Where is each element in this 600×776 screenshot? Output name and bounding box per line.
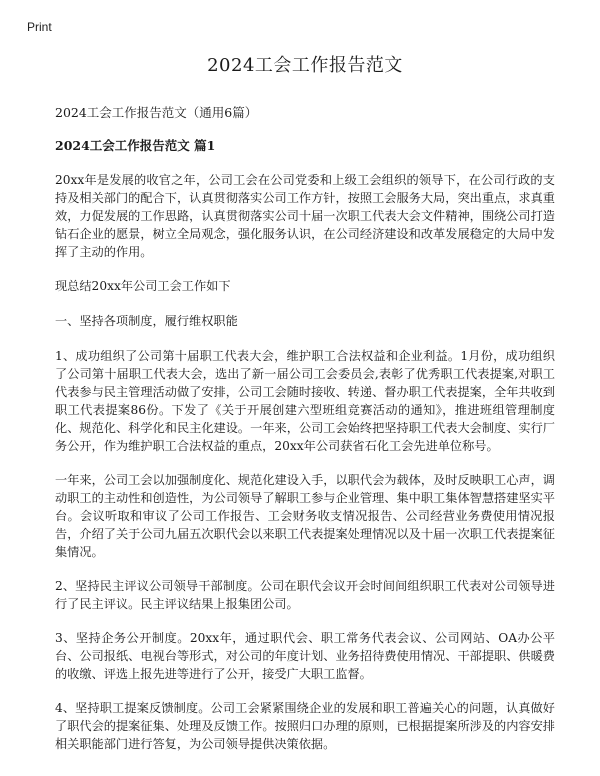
- document-body: [55, 52, 555, 769]
- paragraph-item-4: 4、坚持职工提案反馈制度。公司工会紧紧围绕企业的发展和职工普遍关心的问题，认真做好了职代会的提案征集、处理及反馈工作。按照归口办理的原则，已根据提案所涉及的内容安排相关职能部门进行答复，为公司领导提供决策依据。: [55, 701, 555, 751]
- paragraph-item-1: 1、成功组织了公司第十届职工代表大会，维护职工合法权益和企业利益。1月份，成功组织了公司第十届职工代表大会，选出了新一届公司工会委员会,表彰了优秀职工代表提案,对职工代表参与民主管理活动做了安排，公司工会随时接收、转递、督办职工代表提案，全年共收到职工代表提案86份。下发了《关于开展创建六型班组竞赛活动的通知》，推进班组管理制度化、规范化、科学化和民主化建设。一年来，公司工会始终把坚持职工代表大会制度、实行厂务公开，作为维护职工合法权益的重点，20xx年公司获省石化工会先进单位称号。: [55, 349, 555, 453]
- paragraph-heading-one: 一、坚持各项制度，履行维权职能: [55, 314, 238, 328]
- paragraph-year-review: 一年来，公司工会以加强制度化、规范化建设入手，以职代会为载体，及时反映职工心声，调动职工的主动性和创造性，为公司领导了解职工参与企业管理、集中职工集体智慧搭建坚实平台。会议听取和审议了公司工作报告、工会财务收支情况报告、公司经营业务费使用情况报告，介绍了关于公司九届五次职代会以来职工代表提案处理情况以及十届一次职工代表提案征集情况。: [55, 473, 555, 559]
- document-title: 2024工会工作报告范文: [207, 55, 403, 76]
- section-heading: 2024工会工作报告范文 篇1: [55, 138, 216, 153]
- paragraph-summary-lead: 现总结20xx年公司工会工作如下: [55, 279, 231, 293]
- document-subtitle: 2024工会工作报告范文（通用6篇）: [55, 105, 258, 120]
- paragraph-intro: 20xx年是发展的收官之年，公司工会在公司党委和上级工会组织的领导下，在公司行政的支持及相关部门的配合下，认真贯彻落实公司工作方针，按照工会服务大局，突出重点，求真重效，力促发展的工作思路，认真贯彻落实公司十届一次职工代表大会文件精神，围绕公司打造钻石企业的愿景，树立全局观念，强化服务认识，在公司经济建设和改革发展稳定的大局中发挥了主动的作用。: [55, 173, 555, 259]
- print-link[interactable]: Print: [27, 20, 52, 34]
- paragraph-item-3: 3、坚持企务公开制度。20xx年，通过职代会、职工常务代表会议、公司网站、OA办公平台、公司报纸、电视台等形式，对公司的年度计划、业务招待费使用情况、干部提职、供暖费的收缴、评选上报先进等进行了公开，接受广大职工监督。: [55, 631, 555, 681]
- paragraph-item-2: 2、坚持民主评议公司领导干部制度。公司在职代会议开会时间间组织职工代表对公司领导进行了民主评议。民主评议结果上报集团公司。: [55, 579, 555, 611]
